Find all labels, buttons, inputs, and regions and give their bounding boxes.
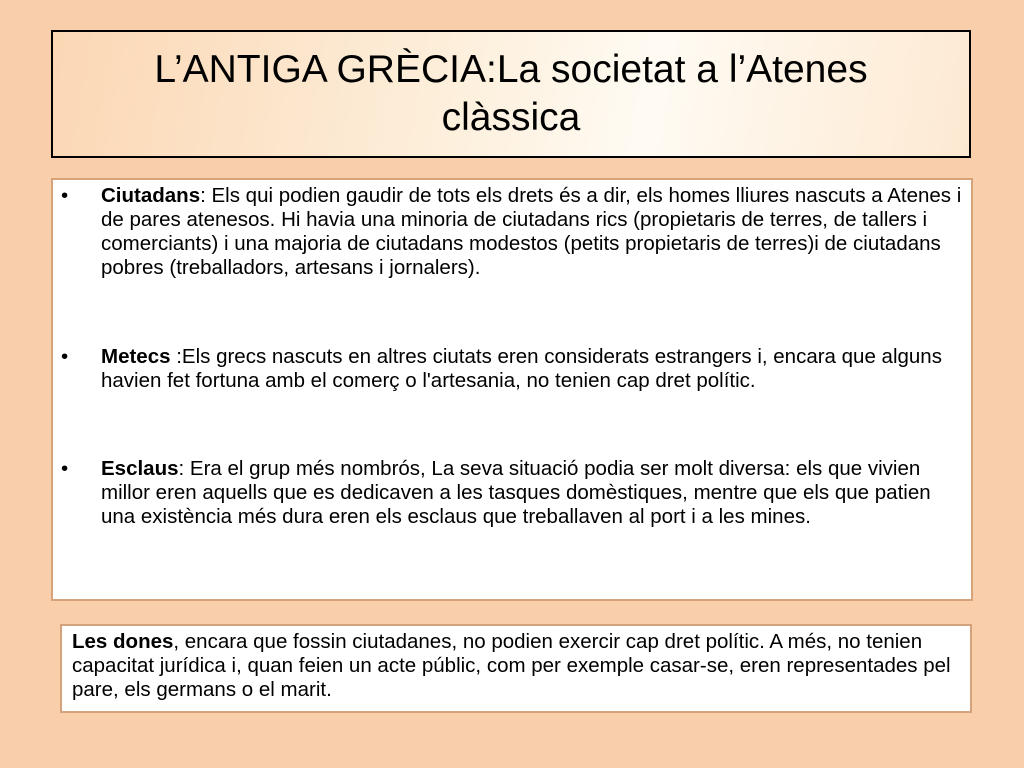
content-box bbox=[51, 178, 973, 601]
title-box bbox=[51, 30, 971, 158]
bullet-text: :Els grecs nascuts en altres ciutats eren considerats estrangers i, encara que alguns havien fet fortuna amb el comerç o l'artesania, no tenien cap dret polític. bbox=[101, 345, 942, 392]
bullet-icon: • bbox=[61, 345, 69, 368]
bullet-term: Metecs bbox=[101, 345, 171, 368]
note-text: , encara que fossin ciutadanes, no podien exercir cap dret polític. A més, no tenien capacitat jurídica i, quan feien un acte públic, com per exemple casar-se, eren representades pel pare, els germans o el marit. bbox=[72, 630, 951, 701]
bullet-text: : Era el grup més nombrós, La seva situació podia ser molt diversa: els que vivien millor eren aquells que es dedicaven a les tasques domèstiques, mentre que els que patien una existència més dura eren els esclaus que treballaven al port i a les mines. bbox=[101, 457, 931, 528]
bullet-item-metecs bbox=[61, 345, 969, 393]
note-term: Les dones bbox=[72, 630, 174, 653]
bullet-term: Ciutadans bbox=[101, 184, 201, 207]
bullet-item-ciutadans bbox=[61, 184, 969, 280]
bullet-item-esclaus bbox=[61, 457, 969, 529]
bullet-icon: • bbox=[61, 457, 69, 480]
note-box bbox=[60, 624, 972, 713]
bullet-term: Esclaus bbox=[101, 457, 179, 480]
slide-title: L’ANTIGA GRÈCIA:La societat a l’Atenes clàssica bbox=[154, 48, 868, 139]
bullet-text: : Els qui podien gaudir de tots els drets és a dir, els homes lliures nascuts a Atenes i de pares atenesos. Hi havia una minoria de ciutadans rics (propietaris de terres, de tallers i comerciants) i una majoria de ciutadans modestos (petits propietaris de terres)i de ciutadans pobres (treballadors, artesans i jornalers). bbox=[101, 184, 962, 279]
bullet-icon: • bbox=[61, 184, 69, 207]
